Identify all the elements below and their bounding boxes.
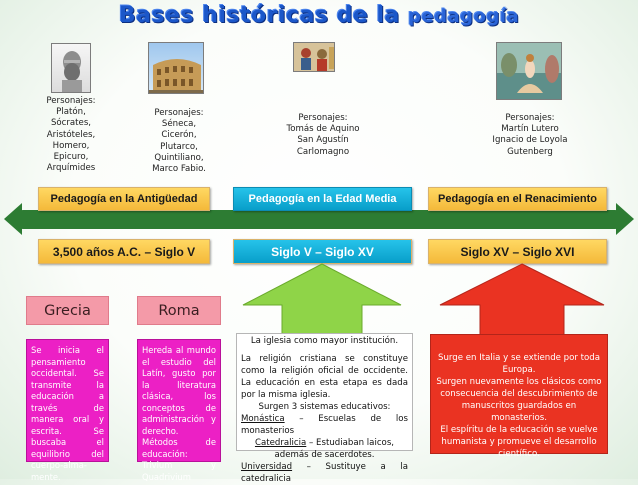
timeline-bar: [16, 210, 622, 229]
page-title: Bases históricas de la pedagogía: [118, 3, 520, 28]
header-antiquity: Pedagogía en la Antigüedad: [38, 187, 210, 211]
people-renaissance: Personajes: Martín Lutero Ignacio de Loyola Gutenberg: [492, 113, 568, 157]
portrait-medieval: [293, 42, 335, 72]
people-antiquity: Personajes: Platón, Sócrates, Aristóteles, Homero, Epicuro, Arquímides: [46, 96, 96, 174]
medieval-description: La iglesia como mayor institución. La religión cristiana se constituye como la religión oficial de occidente. La educación en esta etapa es dada por la misma iglesia. Surgen 3 sistemas educativos: Monástica – Escuelas de los monasterios Catedralicia – Estudiaban laicos, además de sacerdotes. Universidad – Sustituye a la catedralicia: [236, 333, 413, 451]
portrait-plato: [51, 43, 91, 93]
portrait-colosseum: [148, 42, 204, 94]
renaissance-description: Surge en Italia y se extiende por toda Europa. Surgen nuevamente los clásicos como consecuencia del descubrimiento de manuscritos guardados en monasterios. El espíritu de la educación se vuelve humanista y promueve el desarrollo científico.: [430, 334, 608, 454]
people-medieval: Personajes: Tomás de Aquino San Agustín Carlomagno: [286, 113, 360, 157]
rome-description: Hereda al mundo el estudio del Latín, gusto por la literatura clásica, los conceptos de administración y derecho. Métodos de educación: Trivium y Quadrivium: [137, 339, 221, 462]
header-renaissance: Pedagogía en el Renacimiento: [428, 187, 607, 211]
timeline-arrow-left: [4, 203, 22, 235]
tab-greece: Grecia: [26, 296, 109, 325]
period-medieval: Siglo V – Siglo XV: [233, 239, 412, 264]
tab-rome: Roma: [137, 296, 221, 325]
people-rome: Personajes: Séneca, Cicerón, Plutarco, Quintiliano, Marco Fabio.: [152, 108, 206, 175]
greece-description: Se inicia el pensamiento occidental. Se transmite la educación a través de manera oral y escrita. Se buscaba el equilibrio del cuerpo-alma-mente.: [26, 339, 109, 462]
period-renaissance: Siglo XV – Siglo XVI: [428, 239, 607, 264]
timeline-arrow-right: [616, 203, 634, 235]
period-antiquity: 3,500 años A.C. – Siglo V: [38, 239, 210, 264]
header-medieval: Pedagogía en la Edad Media: [233, 187, 412, 211]
portrait-renaissance: [496, 42, 562, 100]
